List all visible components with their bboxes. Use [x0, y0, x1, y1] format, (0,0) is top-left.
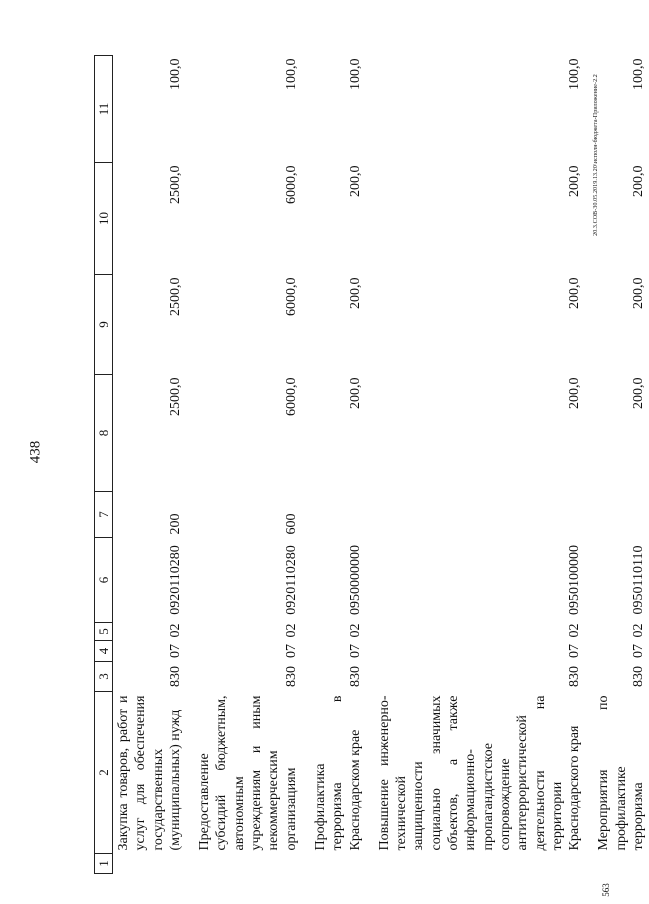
- code-cell: 02: [283, 623, 299, 638]
- code-cell: 0920110280: [167, 545, 183, 615]
- footer-file-path: 20.3.СОВ-30.05.2019.13.20\исполн-бюджета-Приложение-2.2: [593, 74, 599, 236]
- code-cell: 07: [567, 644, 583, 658]
- value-cell: 100,0: [567, 58, 583, 90]
- value-cell: 200,0: [347, 277, 363, 309]
- value-cell: 200,0: [631, 377, 647, 409]
- table-row: [186, 56, 302, 874]
- header-cell: 10: [95, 163, 113, 275]
- page-number: 438: [27, 440, 44, 464]
- header-cell: 4: [95, 641, 113, 662]
- code-cell: 830: [283, 666, 299, 687]
- code-cell: 0950000000: [347, 545, 363, 615]
- code-cell: 07: [631, 644, 647, 658]
- header-cell: 8: [95, 375, 113, 492]
- code-cell: 02: [167, 623, 183, 638]
- code-cell: 02: [631, 623, 647, 638]
- row-name: Мероприятия по профилактике терроризма: [596, 695, 647, 851]
- code-cell: 0920110280: [283, 545, 299, 615]
- code-cell: 0950100000: [567, 545, 583, 615]
- code-cell: [366, 492, 586, 538]
- table-row: [113, 56, 187, 874]
- value-cell: 200,0: [347, 165, 363, 197]
- code-cell: 0950110110: [631, 545, 647, 615]
- header-cell: 6: [95, 538, 113, 623]
- value-cell: 6000,0: [283, 277, 299, 316]
- code-cell: 830: [167, 666, 183, 687]
- table-row: [585, 56, 649, 874]
- code-cell: [302, 492, 366, 538]
- value-cell: 100,0: [167, 58, 183, 90]
- row-name: Повышение инженерно-технической защищенности социально значимых объектов, а также информационно-пропагандистское сопровождение антитеррористической деятельности на территории Краснодарского края: [376, 695, 583, 851]
- budget-table: [94, 55, 649, 874]
- header-cell: 7: [95, 492, 113, 538]
- header-cell: 3: [95, 662, 113, 692]
- code-cell: 07: [347, 644, 363, 658]
- code-cell: 600: [283, 513, 299, 535]
- value-cell: 200,0: [631, 277, 647, 309]
- value-cell: 2500,0: [167, 165, 183, 204]
- value-cell: 200,0: [567, 165, 583, 197]
- row-name: Закупка товаров, работ и услуг для обеспечения государственных (муниципальных) нужд: [116, 695, 183, 851]
- header-cell: 2: [95, 692, 113, 854]
- value-cell: 100,0: [283, 58, 299, 90]
- code-cell: 200: [167, 513, 183, 535]
- value-cell: 2500,0: [167, 277, 183, 316]
- value-cell: 200,0: [347, 377, 363, 409]
- header-cell: 9: [95, 275, 113, 375]
- row-name: Профилактика терроризма в Краснодарском крае: [312, 695, 363, 851]
- header-cell: 1: [95, 854, 113, 874]
- value-cell: 200,0: [567, 377, 583, 409]
- table-row: [366, 56, 586, 874]
- code-cell: 830: [567, 666, 583, 687]
- code-cell: 830: [347, 666, 363, 687]
- table-row: [302, 56, 366, 874]
- value-cell: 2500,0: [167, 377, 183, 416]
- header-cell: 5: [95, 623, 113, 641]
- value-cell: 6000,0: [283, 165, 299, 204]
- value-cell: 200,0: [631, 165, 647, 197]
- value-cell: 100,0: [347, 58, 363, 90]
- code-cell: 830: [631, 666, 647, 687]
- code-cell: 07: [167, 644, 183, 658]
- code-cell: [585, 492, 649, 538]
- value-cell: 6000,0: [283, 377, 299, 416]
- value-cell: 100,0: [631, 58, 647, 90]
- code-cell: 02: [567, 623, 583, 638]
- header-row: [95, 56, 113, 874]
- code-cell: 02: [347, 623, 363, 638]
- row-name: Предоставление субсидий бюджетным, автономным учреждениям и иным некоммерческим организациям: [197, 695, 299, 851]
- value-cell: 200,0: [567, 277, 583, 309]
- header-cell: 11: [95, 56, 113, 163]
- corner-page-number: 563: [601, 883, 611, 897]
- code-cell: 07: [283, 644, 299, 658]
